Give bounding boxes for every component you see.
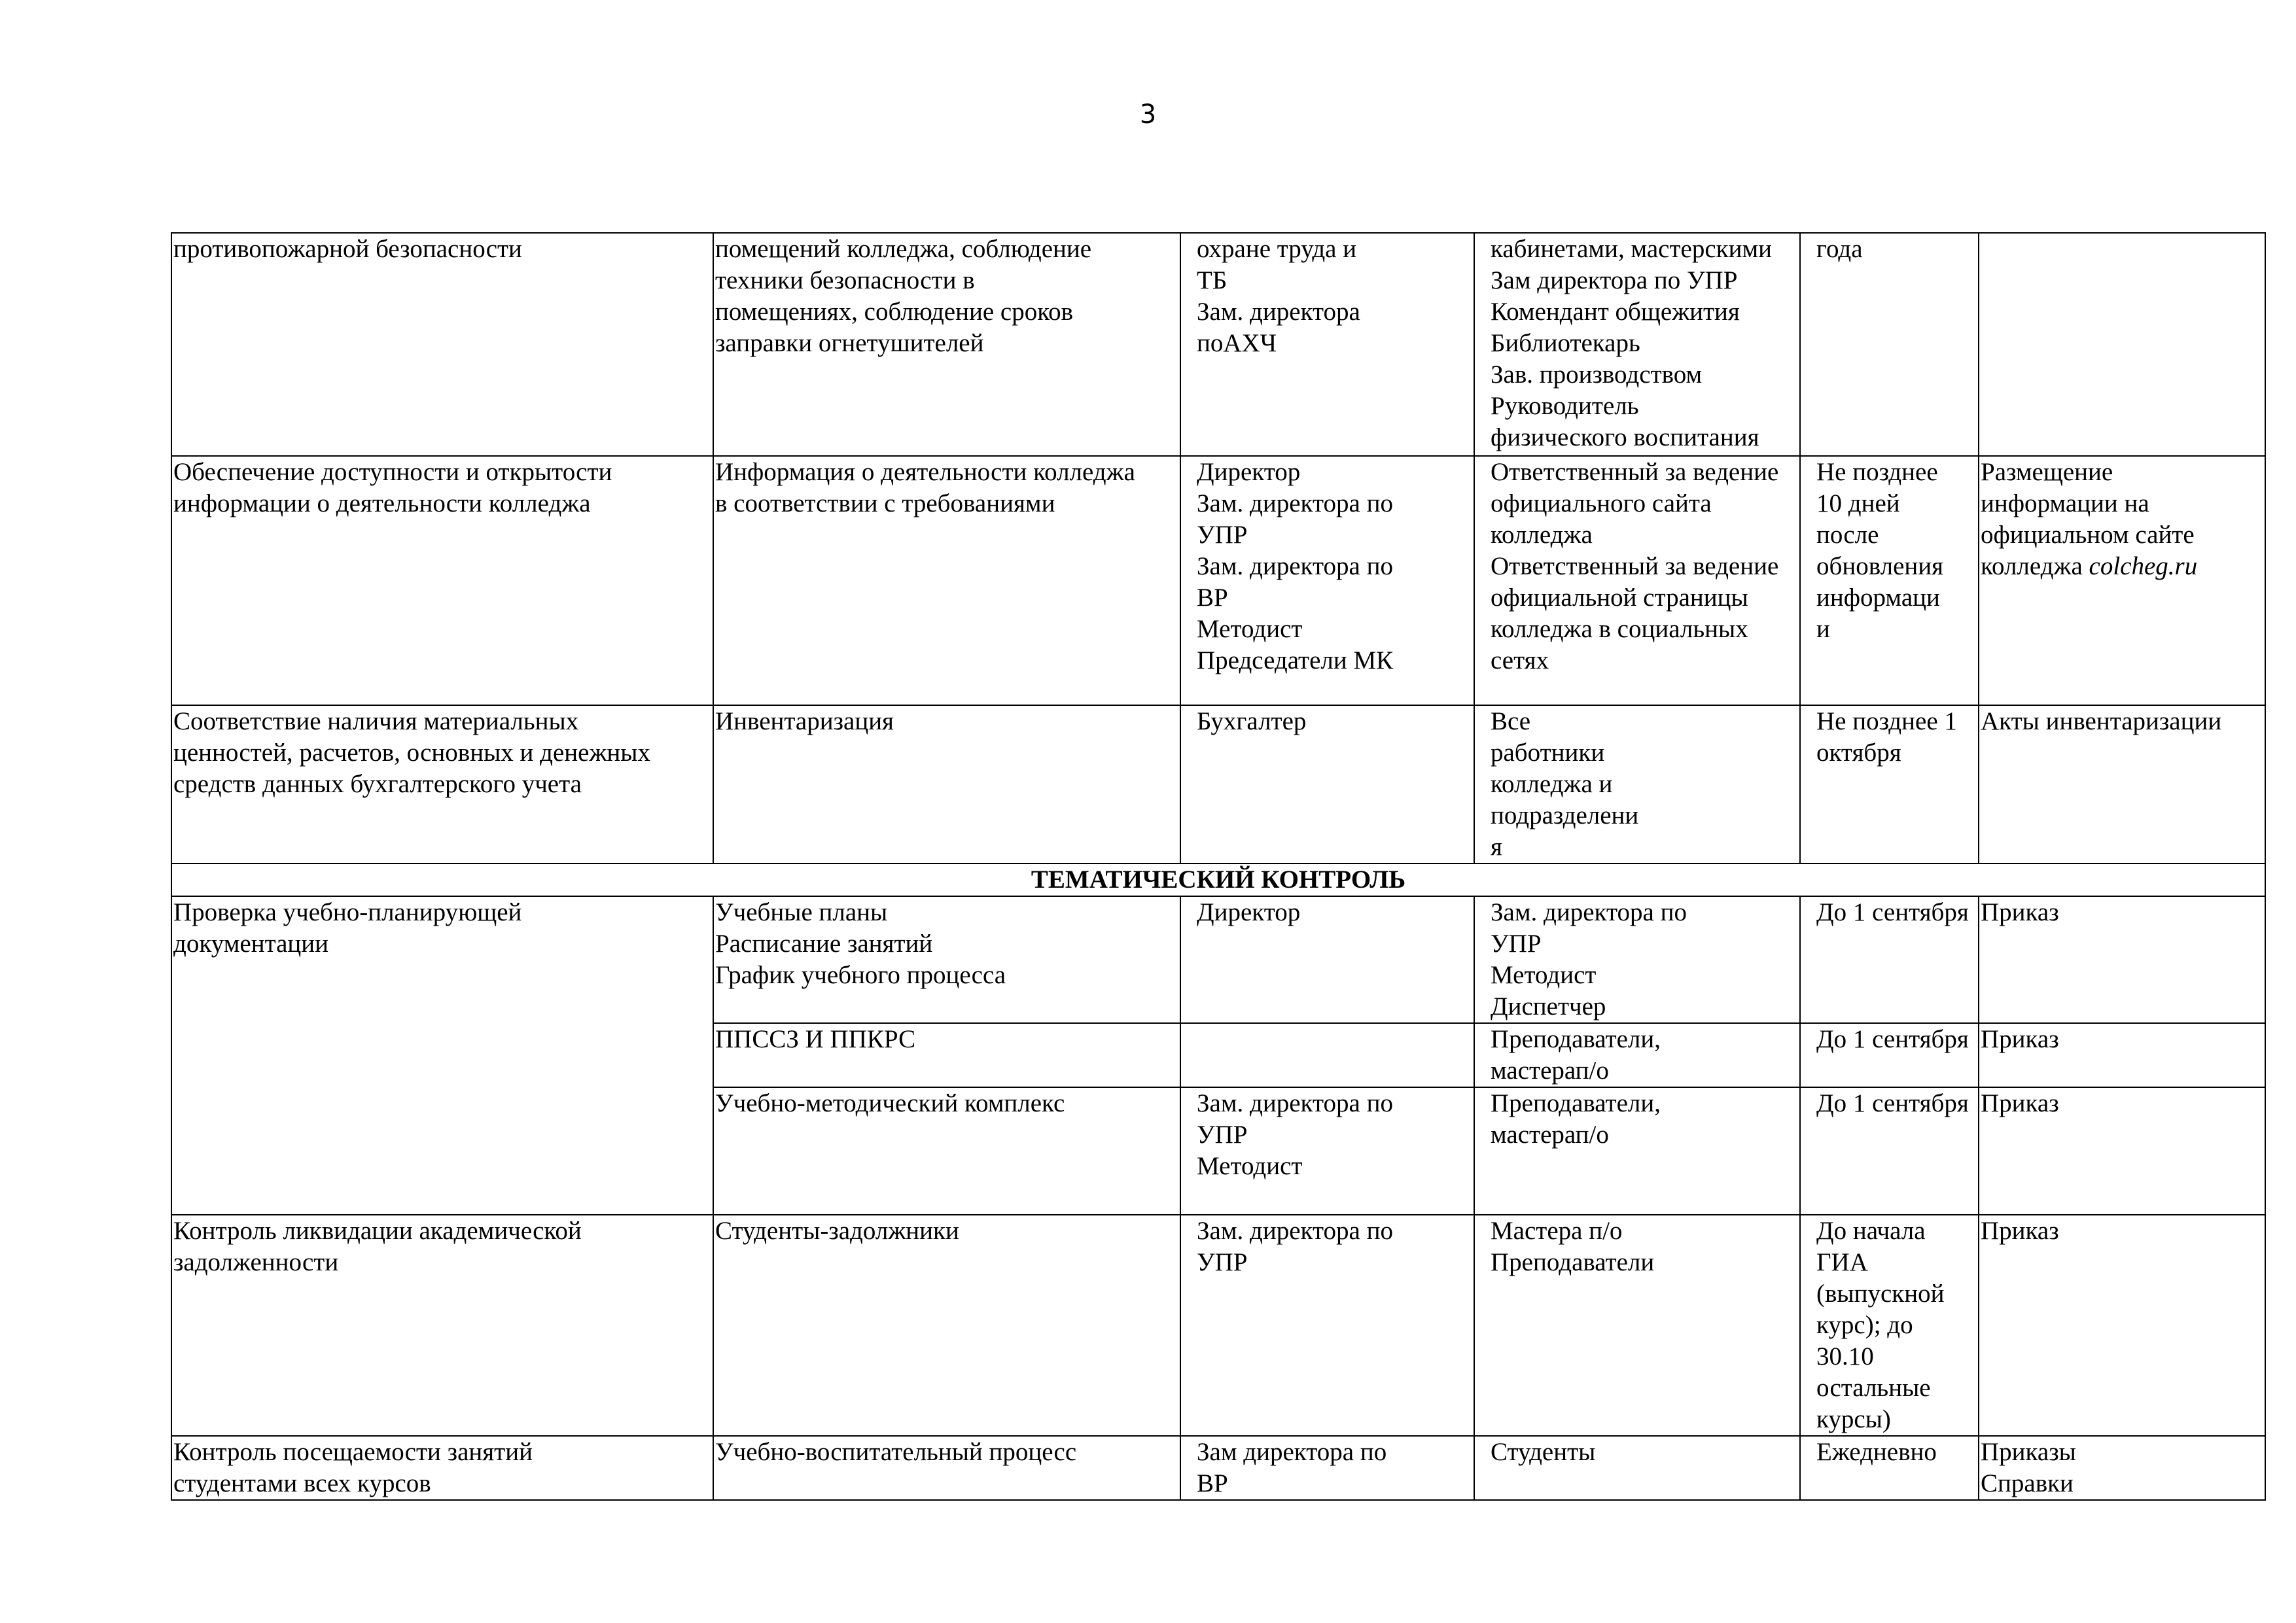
result-cell: Приказ xyxy=(1979,1087,2265,1215)
control-object-cell: Учебно-методический комплекс xyxy=(713,1087,1180,1215)
responsible-cell xyxy=(1180,1023,1474,1087)
result-cell: Приказ xyxy=(1979,1215,2265,1436)
responsible-cell: охране труда и ТБ Зам. директора поАХЧ xyxy=(1180,233,1474,456)
participants-cell: Ответственный за ведение официального сайта колледжа Ответственный за ведение официальной страницы колледжа в социальных сетях xyxy=(1474,456,1800,705)
responsible-cell: Зам. директора по УПР Методист xyxy=(1180,1087,1474,1215)
result-cell: Размещение информации на официальном сайте колледжа colcheg.ru xyxy=(1979,456,2265,705)
participants-cell: Преподаватели, мастерап/о xyxy=(1474,1087,1800,1215)
section-title: ТЕМАТИЧЕСКИЙ КОНТРОЛЬ xyxy=(171,864,2265,896)
table-row xyxy=(171,1215,2265,1436)
table-row xyxy=(171,233,2265,456)
deadline-cell: До 1 сентября xyxy=(1800,896,1979,1023)
result-cell xyxy=(1979,233,2265,456)
control-object-cell: Студенты-задолжники xyxy=(713,1215,1180,1436)
control-object-cell: Информация о деятельности колледжа в соответствии с требованиями xyxy=(713,456,1180,705)
deadline-cell: Не позднее 1 октября xyxy=(1800,705,1979,864)
control-subject-cell: Обеспечение доступности и открытости информации о деятельности колледжа xyxy=(171,456,713,705)
responsible-cell: Зам директора по ВР xyxy=(1180,1436,1474,1500)
result-cell: Приказы Справки xyxy=(1979,1436,2265,1500)
control-plan-table xyxy=(171,232,2266,1501)
deadline-cell: До начала ГИА (выпускной курс); до 30.10 остальные курсы) xyxy=(1800,1215,1979,1436)
result-cell: Приказ xyxy=(1979,896,2265,1023)
control-object-cell: Учебные планы Расписание занятий График учебного процесса xyxy=(713,896,1180,1023)
table-row xyxy=(171,1436,2265,1500)
table-row xyxy=(171,705,2265,864)
deadline-cell: Не позднее 10 дней после обновления информаци и xyxy=(1800,456,1979,705)
result-cell: Приказ xyxy=(1979,1023,2265,1087)
deadline-cell: Ежедневно xyxy=(1800,1436,1979,1500)
participants-cell: Преподаватели, мастерап/о xyxy=(1474,1023,1800,1087)
deadline-cell: До 1 сентября xyxy=(1800,1087,1979,1215)
control-object-cell: Учебно-воспитательный процесс xyxy=(713,1436,1180,1500)
participants-cell: Мастера п/о Преподаватели xyxy=(1474,1215,1800,1436)
control-subject-cell: Контроль ликвидации академической задолженности xyxy=(171,1215,713,1436)
control-subject-cell: Проверка учебно-планирующей документации xyxy=(171,896,713,1215)
website-link: colcheg.ru xyxy=(2089,552,2198,580)
participants-cell: Студенты xyxy=(1474,1436,1800,1500)
section-header-row xyxy=(171,864,2265,896)
control-subject-cell: Соответствие наличия материальных ценностей, расчетов, основных и денежных средств данных бухгалтерского учета xyxy=(171,705,713,864)
deadline-cell: До 1 сентября xyxy=(1800,1023,1979,1087)
responsible-cell: Директор Зам. директора по УПР Зам. директора по ВР Методист Председатели МК xyxy=(1180,456,1474,705)
table-row xyxy=(171,896,2265,1023)
control-object-cell: Инвентаризация xyxy=(713,705,1180,864)
participants-cell: Зам. директора по УПР Методист Диспетчер xyxy=(1474,896,1800,1023)
responsible-cell: Бухгалтер xyxy=(1180,705,1474,864)
responsible-cell: Зам. директора по УПР xyxy=(1180,1215,1474,1436)
control-object-cell: ППССЗ И ППКРС xyxy=(713,1023,1180,1087)
result-cell: Акты инвентаризации xyxy=(1979,705,2265,864)
table-row xyxy=(171,456,2265,705)
participants-cell: кабинетами, мастерскими Зам директора по УПР Комендант общежития Библиотекарь Зав. производством Руководитель физического воспитания xyxy=(1474,233,1800,456)
control-subject-cell: противопожарной безопасности xyxy=(171,233,713,456)
page-number: 3 xyxy=(1139,99,1157,130)
control-object-cell: помещений колледжа, соблюдение техники безопасности в помещениях, соблюдение сроков заправки огнетушителей xyxy=(713,233,1180,456)
participants-cell: Все работники колледжа и подразделени я xyxy=(1474,705,1800,864)
deadline-cell: года xyxy=(1800,233,1979,456)
control-subject-cell: Контроль посещаемости занятий студентами всех курсов xyxy=(171,1436,713,1500)
responsible-cell: Директор xyxy=(1180,896,1474,1023)
